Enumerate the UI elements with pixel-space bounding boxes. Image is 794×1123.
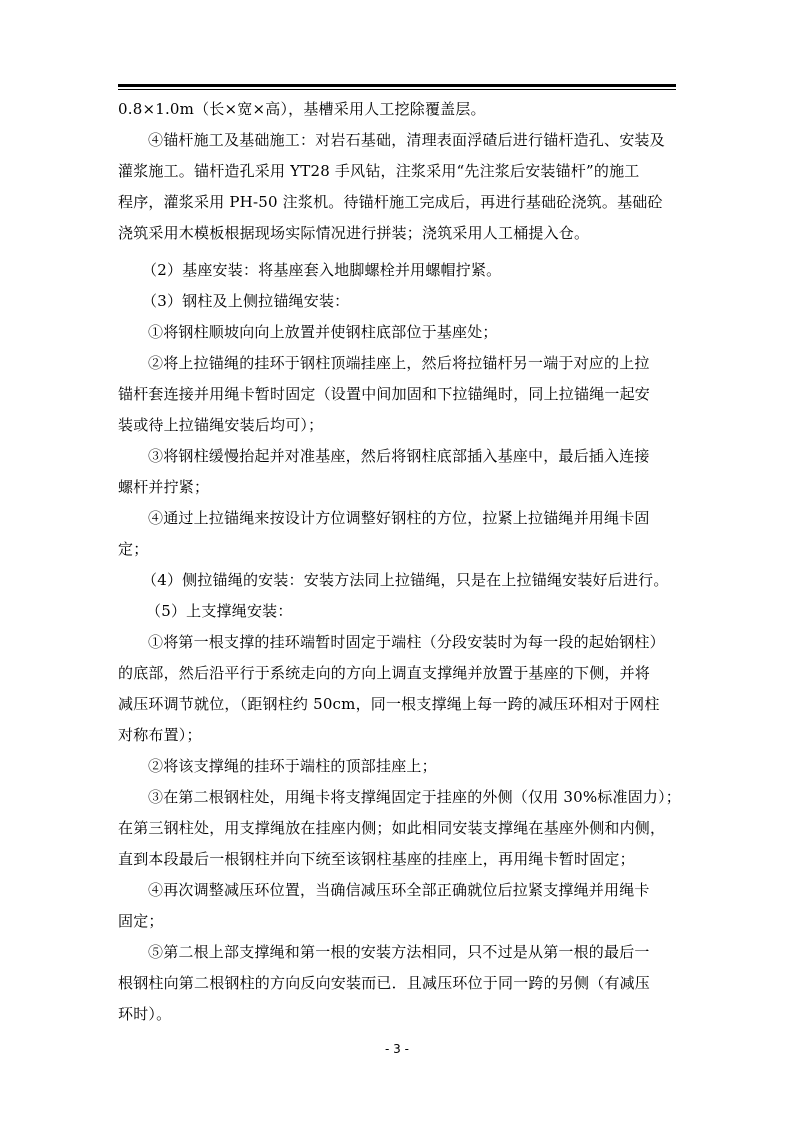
text-line: 灌浆施工。锚杆造孔采用 YT28 手风钻，注浆采用“先注浆后安装锚杆”的施工 [118,162,640,180]
text-line: （4）侧拉锚绳的安装：安装方法同上拉锚绳，只是在上拉锚绳安装好后进行。 [142,571,669,589]
text-line: ②将该支撑绳的挂环于端柱的顶部挂座上； [148,757,437,775]
text-line: 对称布置）； [118,726,202,744]
text-line: （5）上支撑绳安装： [146,602,293,620]
text-line: 减压环调节就位，（距钢柱约 50cm，同一根支撑绳上每一跨的减压环相对于网柱 [118,695,660,713]
text-line: ④锚杆施工及基础施工：对岩石基础，清理表面浮碴后进行锚杆造孔、安装及 [148,131,665,149]
text-line: 程序，灌浆采用 PH-50 注浆机。待锚杆施工完成后，再进行基础砼浇筑。基础砼 [118,193,663,211]
text-line: 浇筑采用木模板根据现场实际情况进行拼装；浇筑采用人工桶提入仓。 [118,224,590,242]
text-line: ⑤第二根上部支撑绳和第一根的安装方法相同，只不过是从第一根的最后一 [148,943,650,961]
text-line: 0.8×1.0m（长×宽×高），基槽采用人工挖除覆盖层。 [118,100,486,118]
text-line: 直到本段最后一根钢柱并向下统至该钢柱基座的挂座上，再用绳卡暂时固定； [118,850,635,868]
text-line: ③将钢柱缓慢抬起并对准基座，然后将钢柱底部插入基座中，最后插入连接 [148,447,650,465]
page-number: - 3 - [385,1042,409,1056]
document-body [118,94,682,1030]
text-line: 在第三钢柱处，用支撑绳放在挂座内侧；如此相同安装支撑绳在基座外侧和内侧， [118,819,666,837]
text-line: （2）基座安装：将基座套入地脚螺栓并用螺帽拧紧。 [142,261,502,279]
header-rule-thick [118,84,676,87]
header-rule-thin [118,89,676,90]
text-line: 螺杆并拧紧； [118,478,210,496]
text-line: 锚杆套连接并用绳卡暂时固定（设置中间加固和下拉锚绳时，同上拉锚绳一起安 [118,385,651,403]
text-line: 环时）。 [118,1005,172,1023]
text-line: 固定； [118,912,164,930]
text-line: ①将第一根支撑的挂环端暂时固定于端柱（分段安装时为每一段的起始钢柱） [148,633,665,651]
text-line: ②将上拉锚绳的挂环于钢柱顶端挂座上，然后将拉锚杆另一端于对应的上拉 [148,354,650,372]
text-line: 定； [118,540,149,558]
text-line: ④通过上拉锚绳来按设计方位调整好钢柱的方位，拉紧上拉锚绳并用绳卡固 [148,509,650,527]
text-line: ③在第二根钢柱处，用绳卡将支撑绳固定于挂座的外侧（仅用 30%标准固力）； [148,788,682,806]
text-line: ①将钢柱顺坡向向上放置并使钢柱底部位于基座处； [148,323,498,341]
text-line: 的底部，然后沿平行于系统走向的方向上调直支撑绳并放置于基座的下侧，并将 [118,664,651,682]
text-line: 根钢柱向第二根钢柱的方向反向安装而已．且减压环位于同一跨的另侧（有减压 [118,974,651,992]
text-line: 装或待上拉锚绳安装后均可）； [118,416,324,434]
text-line: ④再次调整减压环位置，当确信减压环全部正确就位后拉紧支撑绳并用绳卡 [148,881,650,899]
text-line: （3）钢柱及上侧拉锚绳安装： [142,292,350,310]
